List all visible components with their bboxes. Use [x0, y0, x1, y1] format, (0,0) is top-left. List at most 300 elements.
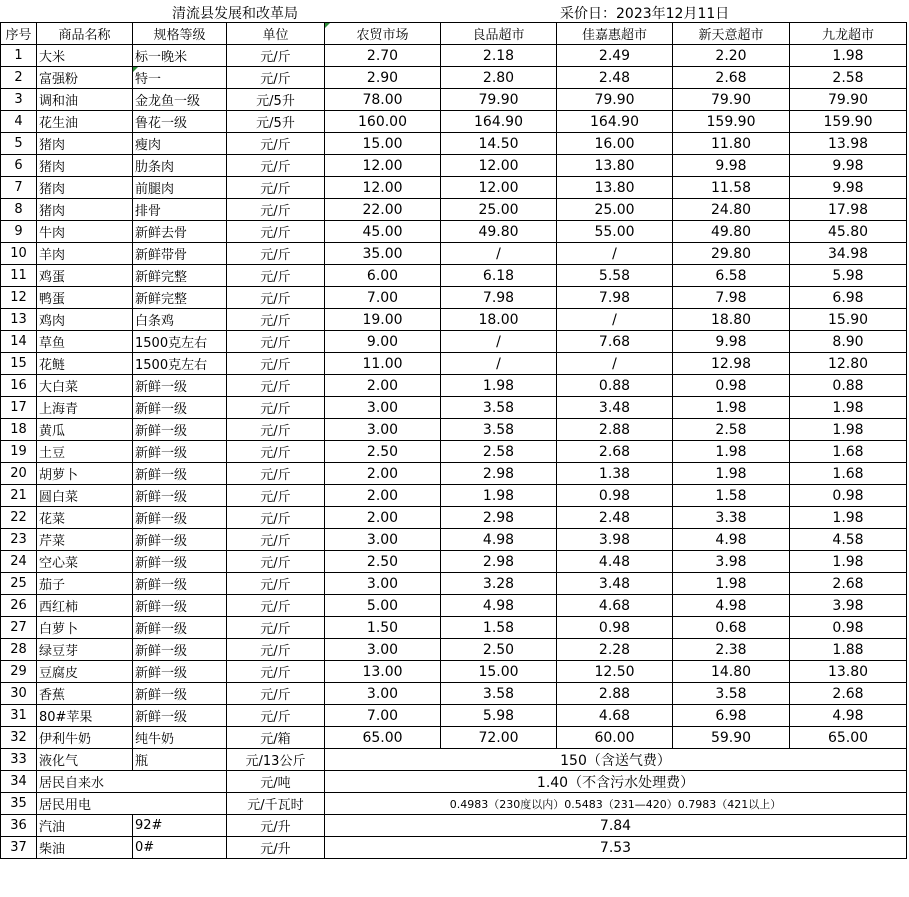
price-cell[interactable]: 79.90	[790, 89, 907, 111]
price-cell[interactable]: 13.80	[557, 155, 673, 177]
price-cell[interactable]: /	[557, 309, 673, 331]
price-cell[interactable]: 13.00	[325, 661, 441, 683]
unit-cell[interactable]: 元/斤	[227, 529, 325, 551]
price-cell[interactable]: 3.28	[441, 573, 557, 595]
product-name-cell[interactable]: 鸭蛋	[37, 287, 133, 309]
product-name-cell[interactable]: 大白菜	[37, 375, 133, 397]
unit-cell[interactable]: 元/斤	[227, 353, 325, 375]
row-index[interactable]: 25	[1, 573, 37, 595]
product-name-cell[interactable]: 猪肉	[37, 199, 133, 221]
price-cell[interactable]: 4.58	[790, 529, 907, 551]
price-cell[interactable]: 0.98	[673, 375, 790, 397]
price-cell[interactable]: 12.00	[325, 177, 441, 199]
unit-cell[interactable]: 元/斤	[227, 507, 325, 529]
product-name-cell[interactable]: 花鲢	[37, 353, 133, 375]
spec-cell[interactable]: 新鲜一级	[133, 551, 227, 573]
spec-cell[interactable]: 1500克左右	[133, 331, 227, 353]
row-index[interactable]: 24	[1, 551, 37, 573]
product-name-cell[interactable]: 富强粉	[37, 67, 133, 89]
price-cell[interactable]: 24.80	[673, 199, 790, 221]
unit-cell[interactable]: 元/斤	[227, 133, 325, 155]
price-cell[interactable]: /	[441, 353, 557, 375]
price-cell[interactable]: /	[441, 331, 557, 353]
unit-cell[interactable]: 元/斤	[227, 463, 325, 485]
spec-cell[interactable]: 新鲜一级	[133, 463, 227, 485]
price-cell[interactable]: 6.98	[790, 287, 907, 309]
spec-cell[interactable]: 新鲜一级	[133, 639, 227, 661]
price-cell[interactable]: 55.00	[557, 221, 673, 243]
product-name-cell[interactable]: 80#苹果	[37, 705, 133, 727]
price-cell[interactable]: 2.20	[673, 45, 790, 67]
price-cell[interactable]: 2.58	[441, 441, 557, 463]
price-cell[interactable]: 1.98	[790, 45, 907, 67]
column-header[interactable]: 规格等级	[133, 23, 227, 45]
spec-cell[interactable]: 新鲜一级	[133, 419, 227, 441]
unit-cell[interactable]: 元/斤	[227, 595, 325, 617]
merged-price-cell[interactable]: 7.84	[325, 815, 907, 837]
unit-cell[interactable]: 元/斤	[227, 397, 325, 419]
product-name-cell[interactable]: 伊利牛奶	[37, 727, 133, 749]
price-cell[interactable]: 3.98	[790, 595, 907, 617]
price-cell[interactable]: 49.80	[441, 221, 557, 243]
spec-cell[interactable]: 新鲜一级	[133, 661, 227, 683]
price-cell[interactable]: 3.58	[441, 419, 557, 441]
row-index[interactable]: 11	[1, 265, 37, 287]
price-cell[interactable]: 19.00	[325, 309, 441, 331]
column-header[interactable]: 序号	[1, 23, 37, 45]
product-name-cell[interactable]: 猪肉	[37, 155, 133, 177]
price-cell[interactable]: 1.98	[441, 375, 557, 397]
price-cell[interactable]: 1.68	[790, 441, 907, 463]
price-cell[interactable]: 159.90	[673, 111, 790, 133]
product-name-cell[interactable]: 牛肉	[37, 221, 133, 243]
spec-cell[interactable]: 新鲜一级	[133, 529, 227, 551]
row-index[interactable]: 17	[1, 397, 37, 419]
price-cell[interactable]: 2.68	[790, 683, 907, 705]
row-index[interactable]: 5	[1, 133, 37, 155]
row-index[interactable]: 31	[1, 705, 37, 727]
price-cell[interactable]: 25.00	[557, 199, 673, 221]
row-index[interactable]: 34	[1, 771, 37, 793]
price-cell[interactable]: 4.98	[441, 595, 557, 617]
price-cell[interactable]: 1.98	[673, 573, 790, 595]
price-cell[interactable]: 1.58	[673, 485, 790, 507]
row-index[interactable]: 35	[1, 793, 37, 815]
product-name-cell[interactable]: 草鱼	[37, 331, 133, 353]
price-cell[interactable]: 1.38	[557, 463, 673, 485]
product-name-cell[interactable]: 圆白菜	[37, 485, 133, 507]
product-name-cell[interactable]: 调和油	[37, 89, 133, 111]
merged-price-cell[interactable]: 0.4983（230度以内）0.5483（231—420）0.7983（421以上）	[325, 793, 907, 815]
price-cell[interactable]: 2.00	[325, 375, 441, 397]
row-index[interactable]: 20	[1, 463, 37, 485]
merged-price-cell[interactable]: 1.40（不含污水处理费）	[325, 771, 907, 793]
price-cell[interactable]: 3.48	[557, 573, 673, 595]
unit-cell[interactable]: 元/吨	[227, 771, 325, 793]
price-cell[interactable]: 3.00	[325, 639, 441, 661]
spec-cell[interactable]: 新鲜去骨	[133, 221, 227, 243]
price-cell[interactable]: 12.50	[557, 661, 673, 683]
price-cell[interactable]: 3.00	[325, 683, 441, 705]
row-index[interactable]: 30	[1, 683, 37, 705]
unit-cell[interactable]: 元/升	[227, 815, 325, 837]
price-cell[interactable]: 12.80	[790, 353, 907, 375]
unit-cell[interactable]: 元/斤	[227, 265, 325, 287]
unit-cell[interactable]: 元/斤	[227, 221, 325, 243]
price-cell[interactable]: 2.50	[441, 639, 557, 661]
price-cell[interactable]: 2.18	[441, 45, 557, 67]
unit-cell[interactable]: 元/千瓦时	[227, 793, 325, 815]
price-cell[interactable]: 0.98	[790, 485, 907, 507]
price-cell[interactable]: 0.98	[790, 617, 907, 639]
price-cell[interactable]: 15.00	[325, 133, 441, 155]
product-name-cell[interactable]: 羊肉	[37, 243, 133, 265]
unit-cell[interactable]: 元/斤	[227, 309, 325, 331]
spec-cell[interactable]: 瓶	[133, 749, 227, 771]
price-cell[interactable]: 65.00	[790, 727, 907, 749]
product-name-cell[interactable]: 上海青	[37, 397, 133, 419]
price-cell[interactable]: /	[441, 243, 557, 265]
product-name-cell[interactable]: 柴油	[37, 837, 133, 859]
row-index[interactable]: 22	[1, 507, 37, 529]
spec-cell[interactable]: 新鲜一级	[133, 573, 227, 595]
price-cell[interactable]: 5.00	[325, 595, 441, 617]
spec-cell[interactable]: 新鲜一级	[133, 485, 227, 507]
price-cell[interactable]: 11.80	[673, 133, 790, 155]
price-cell[interactable]: 13.80	[557, 177, 673, 199]
row-index[interactable]: 8	[1, 199, 37, 221]
price-cell[interactable]: 6.98	[673, 705, 790, 727]
price-cell[interactable]: 18.00	[441, 309, 557, 331]
price-cell[interactable]: 2.68	[673, 67, 790, 89]
product-name-cell[interactable]: 土豆	[37, 441, 133, 463]
spec-cell[interactable]: 1500克左右	[133, 353, 227, 375]
price-cell[interactable]: 7.98	[557, 287, 673, 309]
price-cell[interactable]: 2.58	[673, 419, 790, 441]
price-cell[interactable]: 2.48	[557, 67, 673, 89]
price-cell[interactable]: 2.88	[557, 683, 673, 705]
price-cell[interactable]: 164.90	[557, 111, 673, 133]
row-index[interactable]: 36	[1, 815, 37, 837]
price-cell[interactable]: 34.98	[790, 243, 907, 265]
price-cell[interactable]: 1.98	[790, 551, 907, 573]
unit-cell[interactable]: 元/斤	[227, 243, 325, 265]
price-cell[interactable]: 1.58	[441, 617, 557, 639]
price-cell[interactable]: 79.90	[673, 89, 790, 111]
price-cell[interactable]: 7.00	[325, 287, 441, 309]
price-cell[interactable]: 18.80	[673, 309, 790, 331]
price-cell[interactable]: 4.68	[557, 705, 673, 727]
unit-cell[interactable]: 元/斤	[227, 683, 325, 705]
row-index[interactable]: 28	[1, 639, 37, 661]
price-cell[interactable]: 2.50	[325, 441, 441, 463]
price-cell[interactable]: 4.98	[790, 705, 907, 727]
price-cell[interactable]: 72.00	[441, 727, 557, 749]
price-cell[interactable]: 1.88	[790, 639, 907, 661]
unit-cell[interactable]: 元/斤	[227, 155, 325, 177]
price-cell[interactable]: 0.68	[673, 617, 790, 639]
price-cell[interactable]: 1.98	[441, 485, 557, 507]
product-name-cell[interactable]: 猪肉	[37, 177, 133, 199]
price-cell[interactable]: 2.70	[325, 45, 441, 67]
row-index[interactable]: 16	[1, 375, 37, 397]
price-cell[interactable]: 1.98	[790, 419, 907, 441]
column-header[interactable]: 九龙超市	[790, 23, 907, 45]
unit-cell[interactable]: 元/斤	[227, 287, 325, 309]
product-name-cell[interactable]: 黄瓜	[37, 419, 133, 441]
price-cell[interactable]: 9.98	[673, 331, 790, 353]
price-cell[interactable]: 159.90	[790, 111, 907, 133]
row-index[interactable]: 6	[1, 155, 37, 177]
price-cell[interactable]: 49.80	[673, 221, 790, 243]
price-cell[interactable]: 2.00	[325, 507, 441, 529]
product-name-cell[interactable]: 大米	[37, 45, 133, 67]
row-index[interactable]: 19	[1, 441, 37, 463]
unit-cell[interactable]: 元/斤	[227, 661, 325, 683]
price-cell[interactable]: 2.88	[557, 419, 673, 441]
price-cell[interactable]: 45.80	[790, 221, 907, 243]
price-cell[interactable]: 3.98	[673, 551, 790, 573]
price-cell[interactable]: 65.00	[325, 727, 441, 749]
unit-cell[interactable]: 元/斤	[227, 485, 325, 507]
row-index[interactable]: 1	[1, 45, 37, 67]
row-index[interactable]: 32	[1, 727, 37, 749]
price-cell[interactable]: 4.68	[557, 595, 673, 617]
row-index[interactable]: 27	[1, 617, 37, 639]
unit-cell[interactable]: 元/斤	[227, 441, 325, 463]
price-cell[interactable]: 3.58	[673, 683, 790, 705]
price-cell[interactable]: 12.98	[673, 353, 790, 375]
column-header[interactable]: 农贸市场	[325, 23, 441, 45]
row-index[interactable]: 37	[1, 837, 37, 859]
spec-cell[interactable]: 肋条肉	[133, 155, 227, 177]
price-cell[interactable]: 1.98	[673, 441, 790, 463]
row-index[interactable]: 10	[1, 243, 37, 265]
price-cell[interactable]: 5.98	[441, 705, 557, 727]
row-index[interactable]: 2	[1, 67, 37, 89]
spec-cell[interactable]: 排骨	[133, 199, 227, 221]
unit-cell[interactable]: 元/斤	[227, 331, 325, 353]
price-cell[interactable]: 22.00	[325, 199, 441, 221]
price-cell[interactable]: 2.68	[790, 573, 907, 595]
product-name-cell[interactable]: 液化气	[37, 749, 133, 771]
row-index[interactable]: 21	[1, 485, 37, 507]
spec-cell[interactable]: 新鲜一级	[133, 507, 227, 529]
price-cell[interactable]: 3.00	[325, 397, 441, 419]
price-cell[interactable]: 2.58	[790, 67, 907, 89]
spec-cell[interactable]: 新鲜一级	[133, 617, 227, 639]
spec-cell[interactable]: 新鲜一级	[133, 705, 227, 727]
product-name-cell[interactable]: 芹菜	[37, 529, 133, 551]
price-cell[interactable]: 2.48	[557, 507, 673, 529]
price-cell[interactable]: 2.98	[441, 551, 557, 573]
price-cell[interactable]: 3.00	[325, 573, 441, 595]
price-cell[interactable]: 13.98	[790, 133, 907, 155]
unit-cell[interactable]: 元/5升	[227, 89, 325, 111]
price-cell[interactable]: 0.88	[790, 375, 907, 397]
price-cell[interactable]: 12.00	[441, 177, 557, 199]
price-cell[interactable]: 29.80	[673, 243, 790, 265]
spec-cell[interactable]: 新鲜一级	[133, 441, 227, 463]
price-cell[interactable]: /	[557, 243, 673, 265]
unit-cell[interactable]: 元/斤	[227, 705, 325, 727]
row-index[interactable]: 12	[1, 287, 37, 309]
product-name-cell[interactable]: 西红柿	[37, 595, 133, 617]
price-cell[interactable]: 7.98	[673, 287, 790, 309]
unit-cell[interactable]: 元/13公斤	[227, 749, 325, 771]
price-cell[interactable]: 3.38	[673, 507, 790, 529]
unit-cell[interactable]: 元/箱	[227, 727, 325, 749]
unit-cell[interactable]: 元/升	[227, 837, 325, 859]
price-cell[interactable]: 2.98	[441, 507, 557, 529]
row-index[interactable]: 33	[1, 749, 37, 771]
unit-cell[interactable]: 元/5升	[227, 111, 325, 133]
product-name-cell[interactable]: 胡萝卜	[37, 463, 133, 485]
price-cell[interactable]: 0.88	[557, 375, 673, 397]
column-header[interactable]: 良品超市	[441, 23, 557, 45]
price-cell[interactable]: 59.90	[673, 727, 790, 749]
price-cell[interactable]: 7.00	[325, 705, 441, 727]
row-index[interactable]: 14	[1, 331, 37, 353]
spec-cell[interactable]: 新鲜一级	[133, 397, 227, 419]
price-cell[interactable]: 2.28	[557, 639, 673, 661]
spec-cell[interactable]: 特一	[133, 67, 227, 89]
column-header[interactable]: 新天意超市	[673, 23, 790, 45]
unit-cell[interactable]: 元/斤	[227, 419, 325, 441]
column-header[interactable]: 佳嘉惠超市	[557, 23, 673, 45]
price-cell[interactable]: 160.00	[325, 111, 441, 133]
product-name-cell[interactable]: 汽油	[37, 815, 133, 837]
price-cell[interactable]: 12.00	[441, 155, 557, 177]
unit-cell[interactable]: 元/斤	[227, 199, 325, 221]
price-cell[interactable]: 1.98	[673, 463, 790, 485]
product-name-cell[interactable]: 香蕉	[37, 683, 133, 705]
product-name-cell[interactable]: 猪肉	[37, 133, 133, 155]
price-cell[interactable]: 2.68	[557, 441, 673, 463]
price-cell[interactable]: 2.49	[557, 45, 673, 67]
spec-cell[interactable]: 鲁花一级	[133, 111, 227, 133]
row-index[interactable]: 26	[1, 595, 37, 617]
price-cell[interactable]: 6.00	[325, 265, 441, 287]
row-index[interactable]: 18	[1, 419, 37, 441]
price-cell[interactable]: /	[557, 353, 673, 375]
price-cell[interactable]: 3.58	[441, 397, 557, 419]
price-cell[interactable]: 7.68	[557, 331, 673, 353]
product-name-cell[interactable]: 空心菜	[37, 551, 133, 573]
price-cell[interactable]: 164.90	[441, 111, 557, 133]
price-cell[interactable]: 7.98	[441, 287, 557, 309]
price-cell[interactable]: 4.98	[441, 529, 557, 551]
price-cell[interactable]: 4.98	[673, 529, 790, 551]
price-cell[interactable]: 6.18	[441, 265, 557, 287]
product-name-cell[interactable]: 花生油	[37, 111, 133, 133]
spec-cell[interactable]: 92#	[133, 815, 227, 837]
price-cell[interactable]: 1.98	[790, 507, 907, 529]
product-name-cell[interactable]: 茄子	[37, 573, 133, 595]
row-index[interactable]: 13	[1, 309, 37, 331]
unit-cell[interactable]: 元/斤	[227, 639, 325, 661]
price-cell[interactable]: 9.00	[325, 331, 441, 353]
spec-cell[interactable]: 瘦肉	[133, 133, 227, 155]
price-cell[interactable]: 2.00	[325, 463, 441, 485]
spec-cell[interactable]: 金龙鱼一级	[133, 89, 227, 111]
spec-cell[interactable]: 新鲜完整	[133, 265, 227, 287]
price-cell[interactable]: 11.58	[673, 177, 790, 199]
price-cell[interactable]: 9.98	[673, 155, 790, 177]
price-cell[interactable]: 78.00	[325, 89, 441, 111]
price-cell[interactable]: 2.00	[325, 485, 441, 507]
price-cell[interactable]: 9.98	[790, 155, 907, 177]
product-name-cell[interactable]: 豆腐皮	[37, 661, 133, 683]
unit-cell[interactable]: 元/斤	[227, 573, 325, 595]
spec-cell[interactable]: 白条鸡	[133, 309, 227, 331]
unit-cell[interactable]: 元/斤	[227, 551, 325, 573]
spec-cell[interactable]: 新鲜一级	[133, 595, 227, 617]
price-cell[interactable]: 0.98	[557, 617, 673, 639]
spec-cell[interactable]: 前腿肉	[133, 177, 227, 199]
row-index[interactable]: 4	[1, 111, 37, 133]
price-cell[interactable]: 3.98	[557, 529, 673, 551]
price-cell[interactable]: 16.00	[557, 133, 673, 155]
spec-cell[interactable]: 标一晚米	[133, 45, 227, 67]
product-name-cell[interactable]: 绿豆芽	[37, 639, 133, 661]
price-cell[interactable]: 11.00	[325, 353, 441, 375]
price-cell[interactable]: 8.90	[790, 331, 907, 353]
unit-cell[interactable]: 元/斤	[227, 45, 325, 67]
spec-cell[interactable]: 0#	[133, 837, 227, 859]
spec-cell[interactable]: 新鲜一级	[133, 375, 227, 397]
price-cell[interactable]: 9.98	[790, 177, 907, 199]
unit-cell[interactable]: 元/斤	[227, 617, 325, 639]
price-cell[interactable]: 1.68	[790, 463, 907, 485]
price-cell[interactable]: 3.48	[557, 397, 673, 419]
price-cell[interactable]: 4.48	[557, 551, 673, 573]
price-cell[interactable]: 2.90	[325, 67, 441, 89]
price-cell[interactable]: 79.90	[441, 89, 557, 111]
price-cell[interactable]: 12.00	[325, 155, 441, 177]
price-cell[interactable]: 4.98	[673, 595, 790, 617]
price-cell[interactable]: 17.98	[790, 199, 907, 221]
price-cell[interactable]: 5.58	[557, 265, 673, 287]
column-header[interactable]: 单位	[227, 23, 325, 45]
product-name-cell[interactable]: 鸡肉	[37, 309, 133, 331]
merged-price-cell[interactable]: 7.53	[325, 837, 907, 859]
row-index[interactable]: 29	[1, 661, 37, 683]
price-cell[interactable]: 1.50	[325, 617, 441, 639]
product-name-cell[interactable]: 花菜	[37, 507, 133, 529]
price-cell[interactable]: 2.38	[673, 639, 790, 661]
price-cell[interactable]: 35.00	[325, 243, 441, 265]
price-cell[interactable]: 2.98	[441, 463, 557, 485]
row-index[interactable]: 3	[1, 89, 37, 111]
price-cell[interactable]: 0.98	[557, 485, 673, 507]
price-cell[interactable]: 14.80	[673, 661, 790, 683]
row-index[interactable]: 7	[1, 177, 37, 199]
merged-price-cell[interactable]: 150（含送气费）	[325, 749, 907, 771]
price-cell[interactable]: 3.58	[441, 683, 557, 705]
product-name-cell[interactable]: 居民用电	[37, 793, 227, 815]
product-name-cell[interactable]: 居民自来水	[37, 771, 227, 793]
spec-cell[interactable]: 纯牛奶	[133, 727, 227, 749]
price-cell[interactable]: 79.90	[557, 89, 673, 111]
row-index[interactable]: 15	[1, 353, 37, 375]
product-name-cell[interactable]: 白萝卜	[37, 617, 133, 639]
spec-cell[interactable]: 新鲜完整	[133, 287, 227, 309]
price-cell[interactable]: 14.50	[441, 133, 557, 155]
price-cell[interactable]: 2.50	[325, 551, 441, 573]
price-cell[interactable]: 1.98	[790, 397, 907, 419]
price-cell[interactable]: 60.00	[557, 727, 673, 749]
